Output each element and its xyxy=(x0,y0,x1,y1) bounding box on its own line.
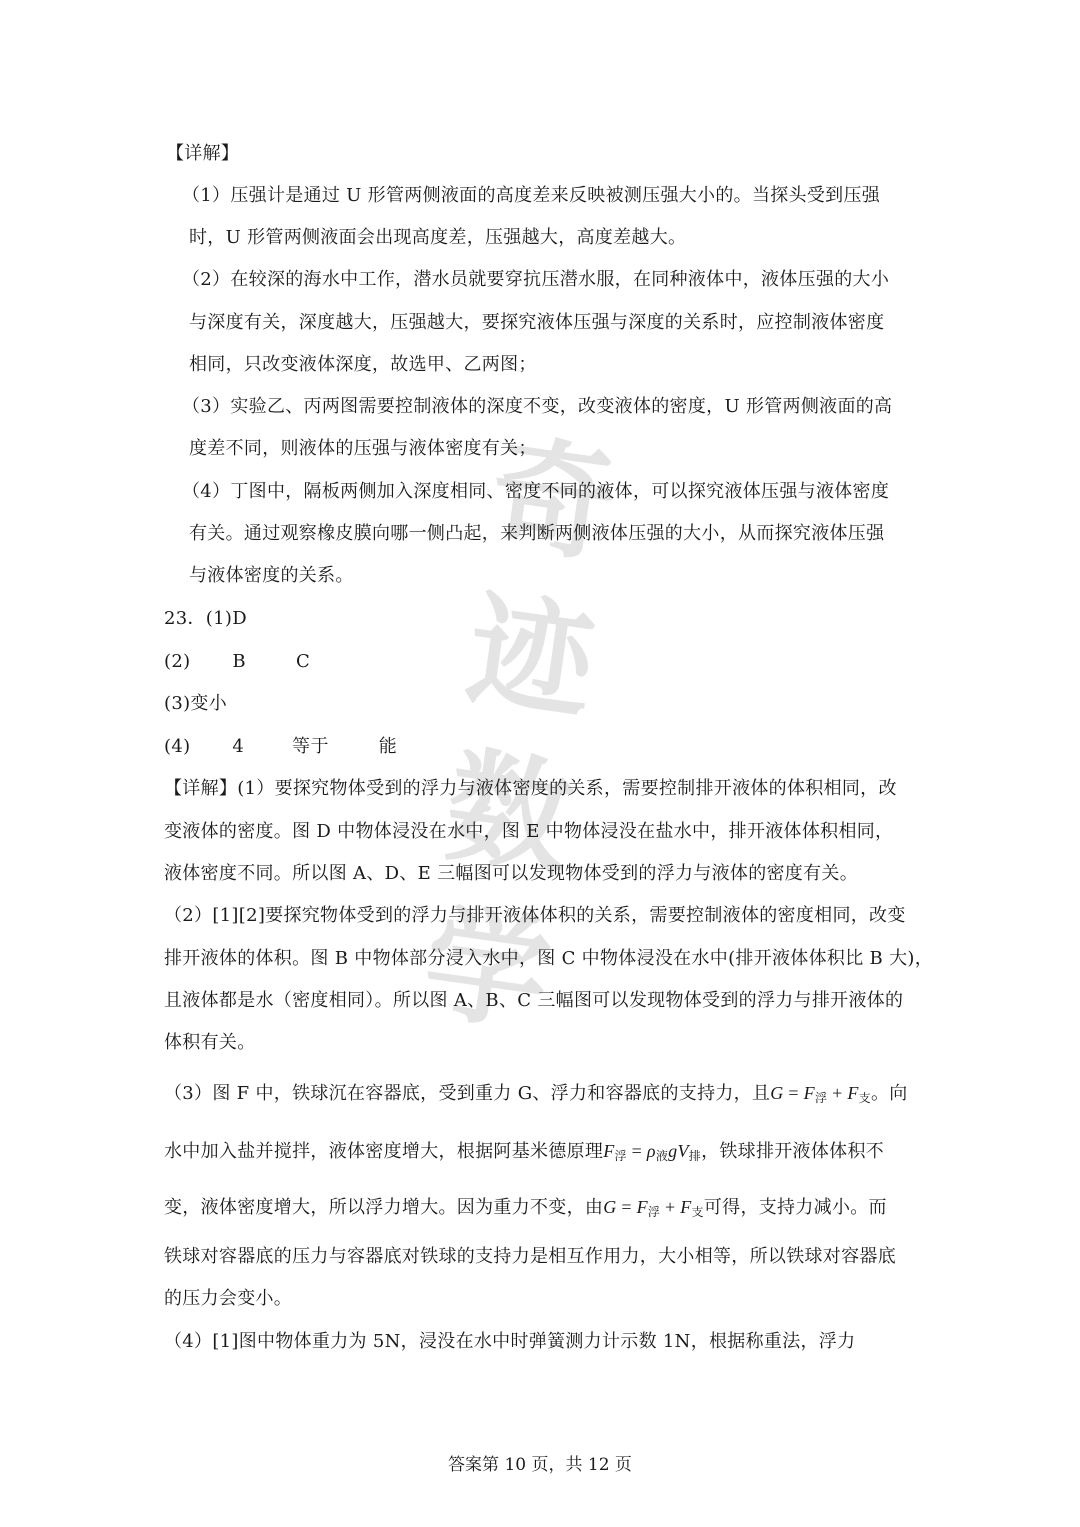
watermark: 奇迹数学 xyxy=(415,421,625,1051)
text-line: （2）在较深的海水中工作，潜水员就要穿抗压潜水服，在同种液体中，液体压强的大小 xyxy=(182,269,890,290)
answer-value: 4 xyxy=(232,736,245,757)
text-line: 体积有关。 xyxy=(164,1032,256,1053)
text-line-with-formula xyxy=(164,1195,887,1224)
text-line-with-formula xyxy=(164,1139,884,1168)
text-line: 液体密度不同。所以图 A、D、E 三幅图可以发现物体受到的浮力与液体的密度有关。 xyxy=(164,863,859,884)
text-line: 度差不同，则液体的压强与液体密度有关； xyxy=(189,438,537,459)
answer-23-1: 23．(1)D xyxy=(164,608,247,629)
text-span: 变，液体密度增大，所以浮力增大。因为重力不变，由 xyxy=(164,1197,604,1218)
text-line: （3）实验乙、丙两图需要控制液体的深度不变，改变液体的密度，U 形管两侧液面的高 xyxy=(182,396,893,417)
text-span: 可得，支持力减小。而 xyxy=(703,1197,887,1218)
text-line: 的压力会变小。 xyxy=(164,1288,293,1309)
text-line: （4）丁图中，隔板两侧加入深度相同、密度不同的液体，可以探究液体压强与液体密度 xyxy=(182,481,890,502)
answer-value: 等于 xyxy=(292,736,329,757)
text-line: 排开液体的体积。图 B 中物体部分浸入水中，图 C 中物体浸没在水中(排开液体体积比 B 大)， xyxy=(164,948,933,969)
text-line: （2）[1][2]要探究物体受到的浮力与排开液体体积的关系，需要控制液体的密度相同，改变 xyxy=(164,905,906,926)
detail-heading: 【详解】 xyxy=(166,143,240,164)
text-line: 变液体的密度。图 D 中物体浸没在水中，图 E 中物体浸没在盐水中，排开液体体积相同， xyxy=(164,821,894,842)
text-line-with-formula xyxy=(164,1081,908,1110)
text-line: 相同，只改变液体深度，故选甲、乙两图； xyxy=(189,354,537,375)
text-span: （3）图 F 中，铁球沉在容器底，受到重力 G、浮力和容器底的支持力，且 xyxy=(164,1083,771,1104)
answer-label: (4) xyxy=(164,736,191,757)
text-line: 有关。通过观察橡皮膜向哪一侧凸起，来判断两侧液体压强的大小，从而探究液体压强 xyxy=(189,523,885,544)
text-line: （1）压强计是通过 U 形管两侧液面的高度差来反映被测压强大小的。当探头受到压强 xyxy=(182,185,881,206)
text-line: 且液体都是水（密度相同）。所以图 A、B、C 三幅图可以发现物体受到的浮力与排开液体的 xyxy=(164,990,904,1011)
answer-23-4 xyxy=(164,735,397,759)
text-line: 时，U 形管两侧液面会出现高度差，压强越大，高度差越大。 xyxy=(189,227,687,248)
answer-23-2 xyxy=(164,650,310,674)
answer-label: (2) xyxy=(164,651,191,672)
formula-equilibrium: $G = F_浮 + F_支$ xyxy=(770,1083,871,1105)
text-span: ，铁球排开液体体积不 xyxy=(701,1141,885,1162)
text-span: 水中加入盐并搅拌，液体密度增大，根据阿基米德原理 xyxy=(164,1141,604,1162)
answer-value: C xyxy=(295,651,311,672)
text-span: 。向 xyxy=(870,1083,908,1104)
text-line: （4）[1]图中物体重力为 5N，浸没在水中时弹簧测力计示数 1N，根据称重法，浮力 xyxy=(164,1331,856,1352)
text-line: 与深度有关，深度越大，压强越大，要探究液体压强与深度的关系时，应控制液体密度 xyxy=(189,312,885,333)
text-line: 铁球对容器底的压力与容器底对铁球的支持力是相互作用力，大小相等，所以铁球对容器底 xyxy=(164,1246,896,1267)
answer-value: 能 xyxy=(378,736,398,757)
page-footer: 答案第 10 页，共 12 页 xyxy=(448,1455,632,1475)
text-line: 与液体密度的关系。 xyxy=(189,565,354,586)
answer-value: B xyxy=(232,651,246,672)
text-line: 【详解】(1）要探究物体受到的浮力与液体密度的关系，需要控制排开液体的体积相同，改 xyxy=(164,778,897,799)
formula-archimedes: $F_浮 = \rho_液gV_排$ xyxy=(603,1141,702,1163)
answer-23-3: (3)变小 xyxy=(164,693,227,714)
formula-equilibrium: $G = F_浮 + F_支$ xyxy=(603,1197,704,1219)
